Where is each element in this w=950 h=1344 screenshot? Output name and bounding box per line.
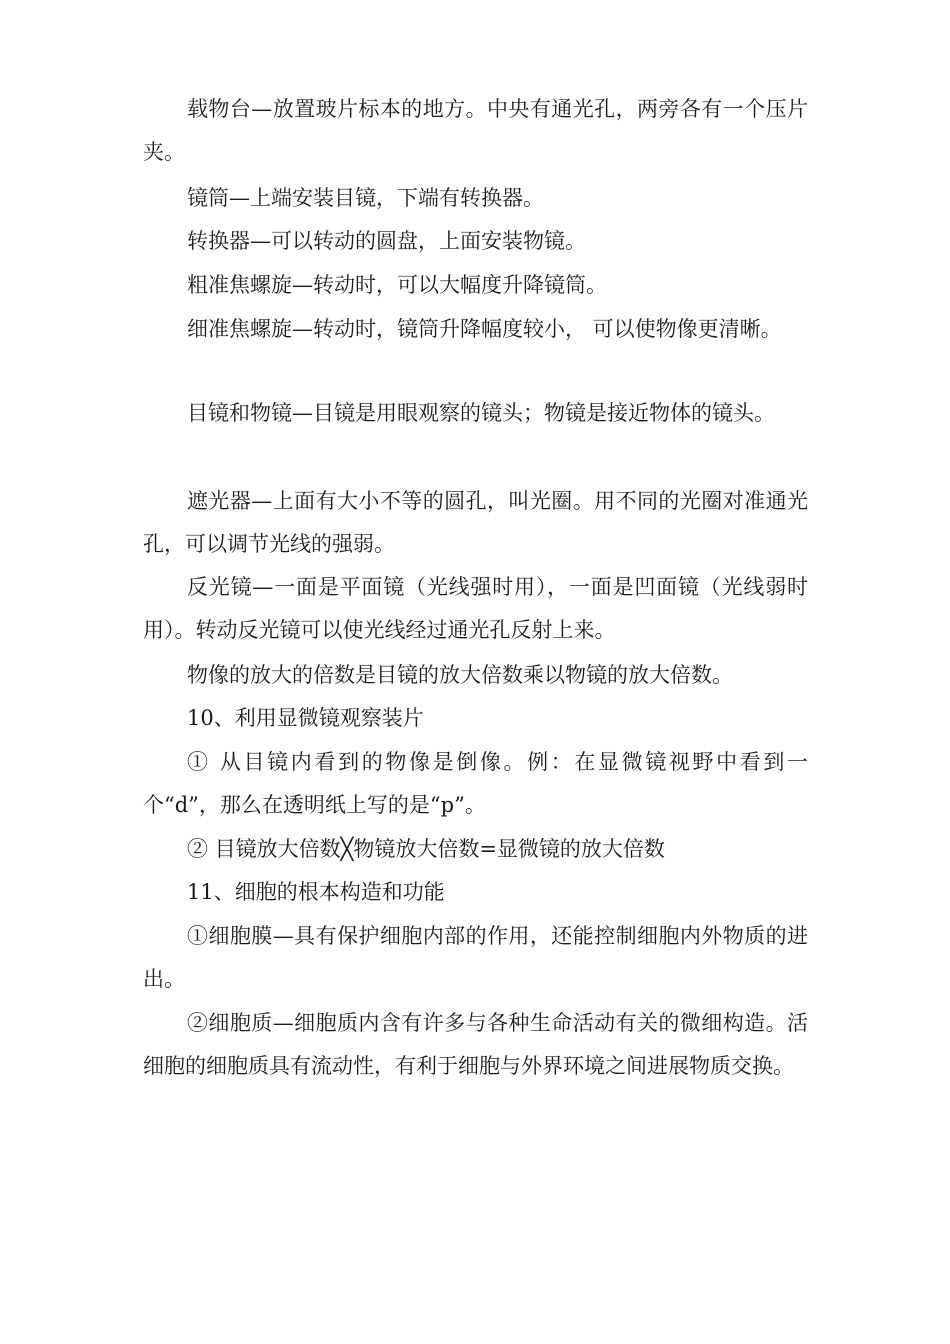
paragraph-inverted-image: ① 从目镜内看到的物像是倒像。例：在显微镜视野中看到一个“d”，那么在透明纸上写的是“p”。 — [143, 750, 808, 817]
paragraph-stage: 载物台—放置玻片标本的地方。中央有通光孔，两旁各有一个压片夹。 — [143, 97, 808, 164]
paragraph-cell-membrane: ①细胞膜—具有保护细胞内部的作用，还能控制细胞内外物质的进出。 — [143, 924, 808, 991]
paragraph-nosepiece: 转换器—可以转动的圆盘，上面安装物镜。 — [187, 229, 586, 253]
paragraph-fine-focus: 细准焦螺旋—转动时，镜筒升降幅度较小， 可以使物像更清晰。 — [187, 317, 782, 341]
paragraph-diaphragm: 遮光器—上面有大小不等的圆孔，叫光圈。用不同的光圈对准通光孔，可以调节光线的强弱。 — [143, 489, 808, 556]
paragraph-coarse-focus: 粗准焦螺旋—转动时，可以大幅度升降镜筒。 — [187, 273, 607, 297]
heading-section-10: 10、利用显微镜观察装片 — [187, 706, 424, 730]
heading-section-11: 11、细胞的根本构造和功能 — [187, 880, 445, 904]
paragraph-magnification-formula: ② 目镜放大倍数╳物镜放大倍数=显微镜的放大倍数 — [187, 837, 665, 861]
paragraph-cytoplasm: ②细胞质—细胞质内含有许多与各种生命活动有关的微细构造。活细胞的细胞质具有流动性，有利于细胞与外界环境之间进展物质交换。 — [143, 1011, 808, 1078]
paragraph-mirror: 反光镜—一面是平面镜（光线强时用），一面是凹面镜（光线弱时用）。转动反光镜可以使光线经过通光孔反射上来。 — [143, 575, 808, 642]
paragraph-tube: 镜筒—上端安装目镜，下端有转换器。 — [187, 186, 544, 210]
paragraph-lenses: 目镜和物镜—目镜是用眼观察的镜头；物镜是接近物体的镜头。 — [187, 401, 775, 425]
paragraph-magnification: 物像的放大的倍数是目镜的放大倍数乘以物镜的放大倍数。 — [187, 663, 733, 687]
